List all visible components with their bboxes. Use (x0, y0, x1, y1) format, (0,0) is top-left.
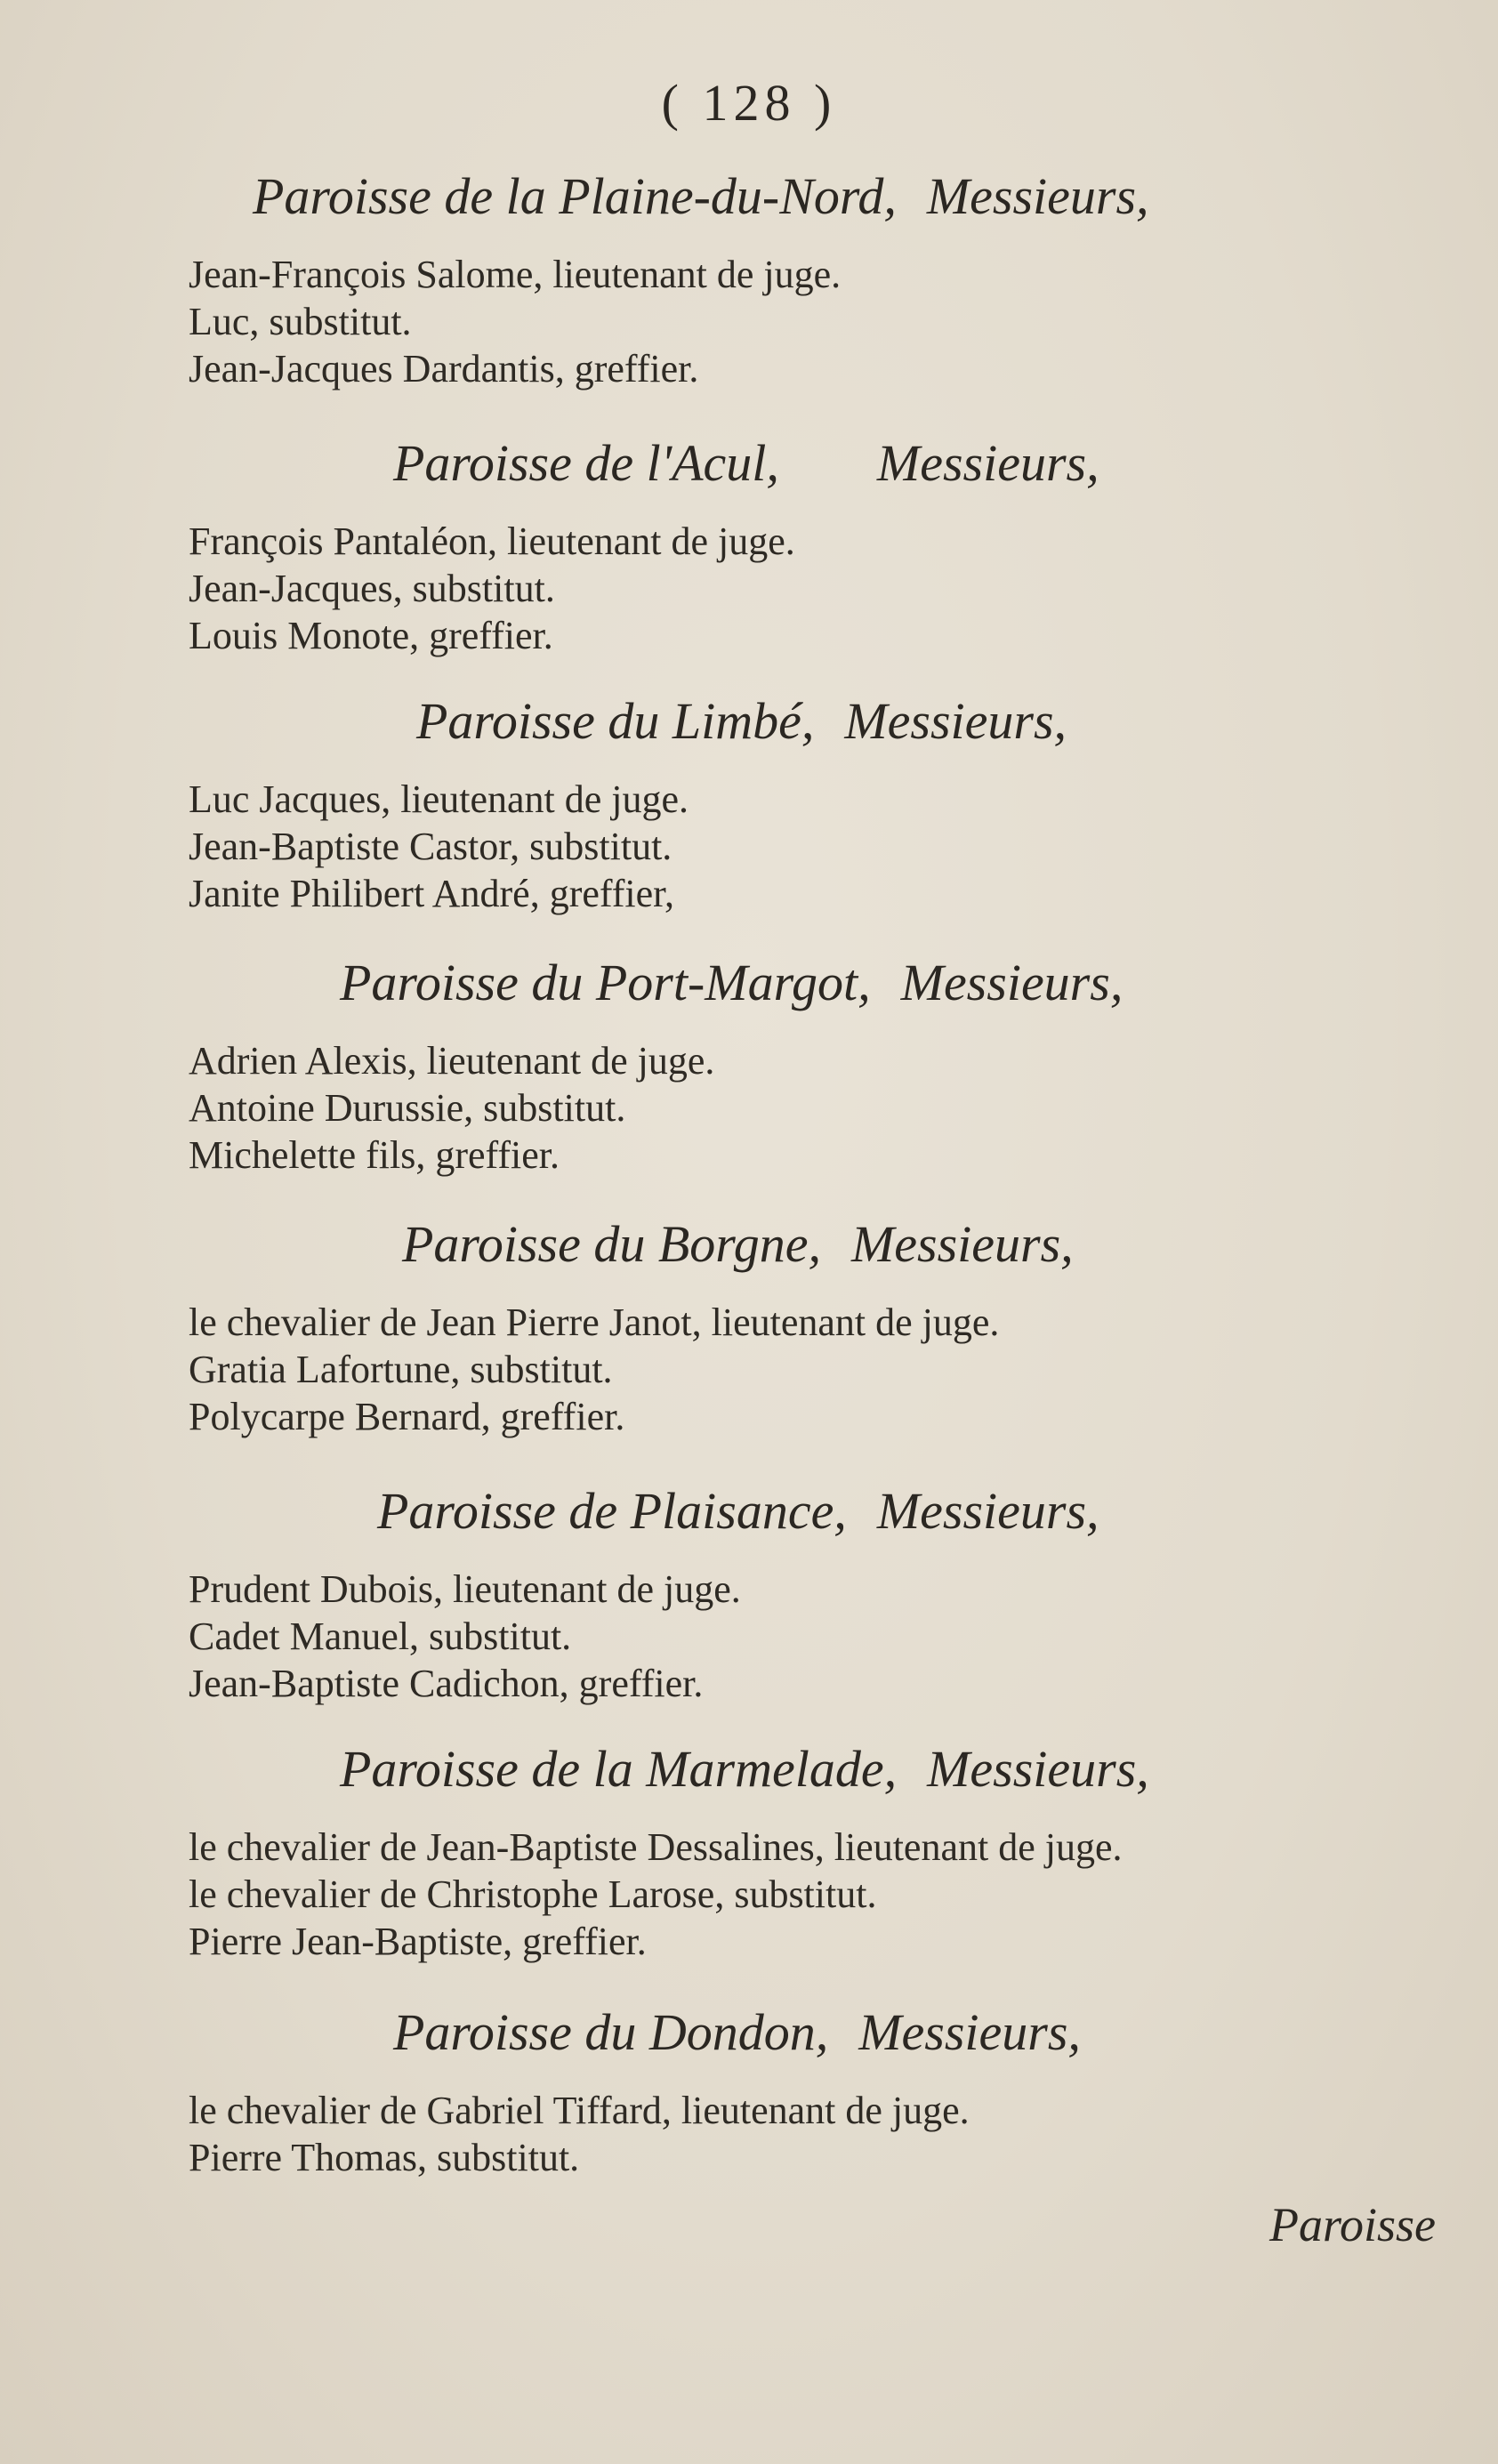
catchword: Paroisse (1269, 2198, 1436, 2251)
section-plaine-du-nord (189, 165, 1452, 392)
entry-line: le chevalier de Christophe Larose, substitut. (189, 1872, 877, 1916)
entry-line: Luc, substitut. (189, 300, 412, 343)
entries-list (189, 776, 1452, 917)
heading-messieurs: Messieurs, (900, 954, 1124, 1011)
heading-messieurs: Messieurs, (844, 692, 1067, 750)
entry-line: Antoine Durussie, substitut. (189, 1086, 626, 1130)
entries-list (189, 1299, 1452, 1440)
section-dondon (189, 2001, 1452, 2181)
entry-line: Pierre Thomas, substitut. (189, 2136, 580, 2179)
entry-line: Polycarpe Bernard, greffier. (189, 1395, 625, 1438)
entry-line: Prudent Dubois, lieutenant de juge. (189, 1567, 741, 1611)
heading-parish: Paroisse de la Plaine-du-Nord, (253, 167, 897, 225)
entry-line: François Pantaléon, lieutenant de juge. (189, 519, 795, 563)
entry-line: le chevalier de Jean-Baptiste Dessalines, lieutenant de juge. (189, 1825, 1123, 1869)
heading-parish: Paroisse du Borgne, (402, 1215, 821, 1273)
entry-line: le chevalier de Jean Pierre Janot, lieutenant de juge. (189, 1300, 1000, 1344)
page-number: ( 128 ) (661, 74, 837, 132)
entries-list (189, 518, 1452, 659)
entry-line: Adrien Alexis, lieutenant de juge. (189, 1039, 715, 1083)
section-heading (189, 1480, 1452, 1542)
entry-line: Luc Jacques, lieutenant de juge. (189, 777, 689, 821)
entry-line: Gratia Lafortune, substitut. (189, 1348, 613, 1391)
entry-line: le chevalier de Gabriel Tiffard, lieutenant de juge. (189, 2089, 970, 2132)
heading-messieurs: Messieurs, (926, 167, 1149, 225)
entry-line: Cadet Manuel, substitut. (189, 1614, 572, 1658)
heading-messieurs: Messieurs, (850, 1215, 1074, 1273)
heading-messieurs: Messieurs, (927, 1740, 1149, 1798)
entries-list (189, 1824, 1452, 1965)
entry-line: Jean-Baptiste Castor, substitut. (189, 825, 672, 868)
section-marmelade (189, 1738, 1452, 1965)
heading-parish: Paroisse de Plaisance, (377, 1482, 847, 1540)
entry-line: Pierre Jean-Baptiste, greffier. (189, 1920, 647, 1963)
entry-line: Jean-Jacques Dardantis, greffier. (189, 347, 699, 391)
entries-list (189, 1566, 1452, 1707)
section-port-margot (189, 952, 1452, 1179)
entry-line: Jean-Jacques, substitut. (189, 567, 555, 610)
section-plaisance (189, 1480, 1452, 1707)
section-heading (189, 690, 1452, 753)
section-limbe (189, 690, 1452, 917)
heading-parish: Paroisse du Limbé, (416, 692, 815, 750)
heading-parish: Paroisse de l'Acul, (393, 434, 779, 492)
entry-line: Louis Monote, greffier. (189, 614, 553, 657)
entries-list (189, 251, 1452, 392)
entry-line: Janite Philibert André, greffier, (189, 872, 675, 915)
entries-list (189, 2087, 1452, 2181)
section-heading (189, 1213, 1452, 1276)
heading-messieurs: Messieurs, (858, 2003, 1081, 2061)
heading-messieurs: Messieurs, (876, 1482, 1099, 1540)
entry-line: Michelette fils, greffier. (189, 1133, 560, 1177)
section-acul (189, 432, 1452, 659)
heading-parish: Paroisse de la Marmelade, (340, 1740, 898, 1798)
section-heading (189, 952, 1452, 1014)
section-heading (189, 2001, 1452, 2064)
section-heading (189, 432, 1452, 495)
entry-line: Jean-François Salome, lieutenant de juge. (189, 253, 842, 296)
section-heading (189, 1738, 1452, 1800)
heading-parish: Paroisse du Dondon, (393, 2003, 829, 2061)
section-borgne (189, 1213, 1452, 1440)
entry-line: Jean-Baptiste Cadichon, greffier. (189, 1662, 704, 1705)
section-heading (189, 165, 1452, 228)
heading-parish: Paroisse du Port-Margot, (340, 954, 871, 1011)
heading-messieurs: Messieurs, (876, 434, 1099, 492)
entries-list (189, 1037, 1452, 1179)
